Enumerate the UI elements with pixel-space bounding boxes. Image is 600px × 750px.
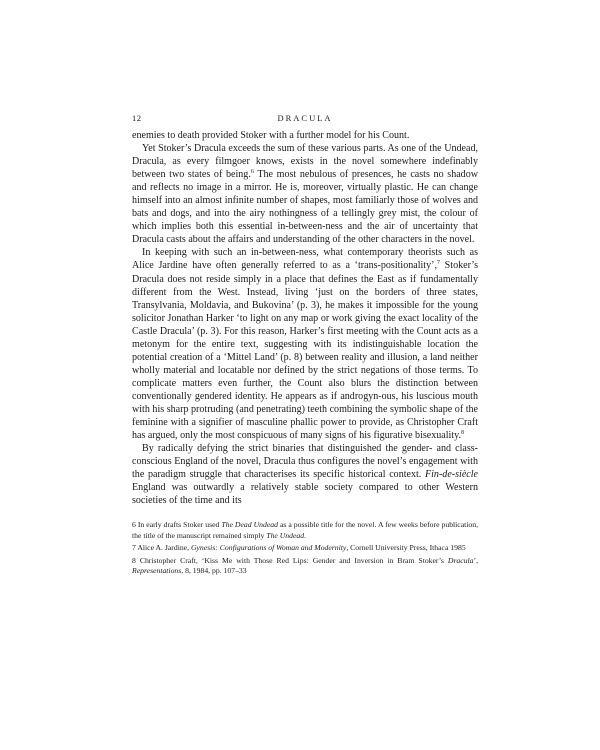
footnote-italic: Representations [132,565,182,575]
footnote-text: , 8, 1984, pp. 107–33 [181,565,247,575]
footnote-text: . [304,530,307,540]
italic-term: Fin-de-siècle [425,469,478,481]
paragraph-text: enemies to death provided Stoker with a further model for his Count. [132,130,410,141]
footnote-8 [132,556,478,577]
paragraph [132,142,478,246]
running-head [132,113,478,129]
footnote-text: 7 Alice A. Jardine, [132,543,191,553]
footnote-italic: The Dead Undead [221,520,278,530]
footnote-7 [132,543,478,553]
footnote-italic: Dracula [447,555,474,565]
footnote-text: 8 Christopher Craft, ‘Kiss Me with Those Red Lips: Gender and Inversion in Bram Stoker’s [132,555,448,565]
footnotes [132,520,478,576]
paragraph-text: In keeping with such an in-between-ness, what contemporary theorists such as Alice Jardine have often generally referred to as a ‘trans-positionality’, [132,247,478,272]
body-text [132,129,478,507]
footnote-ref-8: 8 [461,430,464,437]
page-number: 12 [132,113,142,123]
paragraph [132,246,478,442]
paragraph-text: England was outwardly a relatively stable society compared to other Western societies of the time and its [132,482,478,507]
paragraph-text: Stoker’s Dracula does not reside simply in a place that defines the East as if fundamentally different from the West. Instead, living ‘just on the borders of three states, Transylvania, Moldavia, and Bukovina’ (p. 3), he makes it impossible for the young solicitor Jonathan Harker ‘to light on any map or work giving the exact locality of the Castle Dracula’ (p. 3). For this reason, Harker’s first meeting with the Count acts as a metonym for the entire text, suggesting with its indistinguishable location the potential creation of a ‘Mittel Land’ (p. 8) between reality and illusion, a land neither wholly material and locatable nor defined by the strict negations of those terms. To complicate matters even further, the Count also blurs the distinction between conventionally gendered identity. He appears as if androgyn-ous, his luscious mouth with his sharp protruding (and penetrating) teeth combining the symbolic shape of the feminine with a signifier of masculine phallic power to provide, as Christopher Craft has argued, only the most conspicuous of many signs of his figurative bisexuality. [132,260,478,442]
footnote-ref-7: 7 [436,260,440,267]
footnote-ref-6: 6 [250,169,254,176]
paragraph-text: By radically defying the strict binaries that distinguished the gender- and class-conscious England of the novel, Dracula thus configures the novel’s engagement with the paradigm struggle that characterises its specific historical context. [132,443,478,481]
running-title: DRACULA [277,113,333,123]
footnote-6 [132,520,478,541]
footnote-text: , Cornell University Press, Ithaca 1985 [346,543,466,553]
footnote-italic: Gynesis: Configurations of Woman and Modernity [190,543,347,553]
book-page [132,113,478,578]
footnote-text: as a possible title for the novel. A few weeks before publication, the title of the manuscript remained simply [132,520,479,540]
footnote-italic: The Undead [266,530,305,540]
footnote-text: 6 In early drafts Stoker used [132,520,222,530]
paragraph-text: Yet Stoker’s Dracula exceeds the sum of these various parts. As one of the Undead, Dracula, as every filmgoer knows, exists in the novel somewhere indefinably between two states of being. [132,143,478,181]
paragraph-continuation [132,129,478,142]
paragraph-text: The most nebulous of presences, he casts no shadow and reflects no image in a mirror. He is, moreover, virtually plastic. He can change himself into an almost infinite number of shapes, most familiarly those of wolves and bats and dogs, and into the airy nothingness of a tellingly grey mist, the colour of which implies both this essential in-between-ness and the air of uncertainty that Dracula casts about the affairs and understanding of the other characters in the novel. [132,169,478,246]
paragraph [132,442,478,507]
footnote-text: ’, [473,555,478,565]
